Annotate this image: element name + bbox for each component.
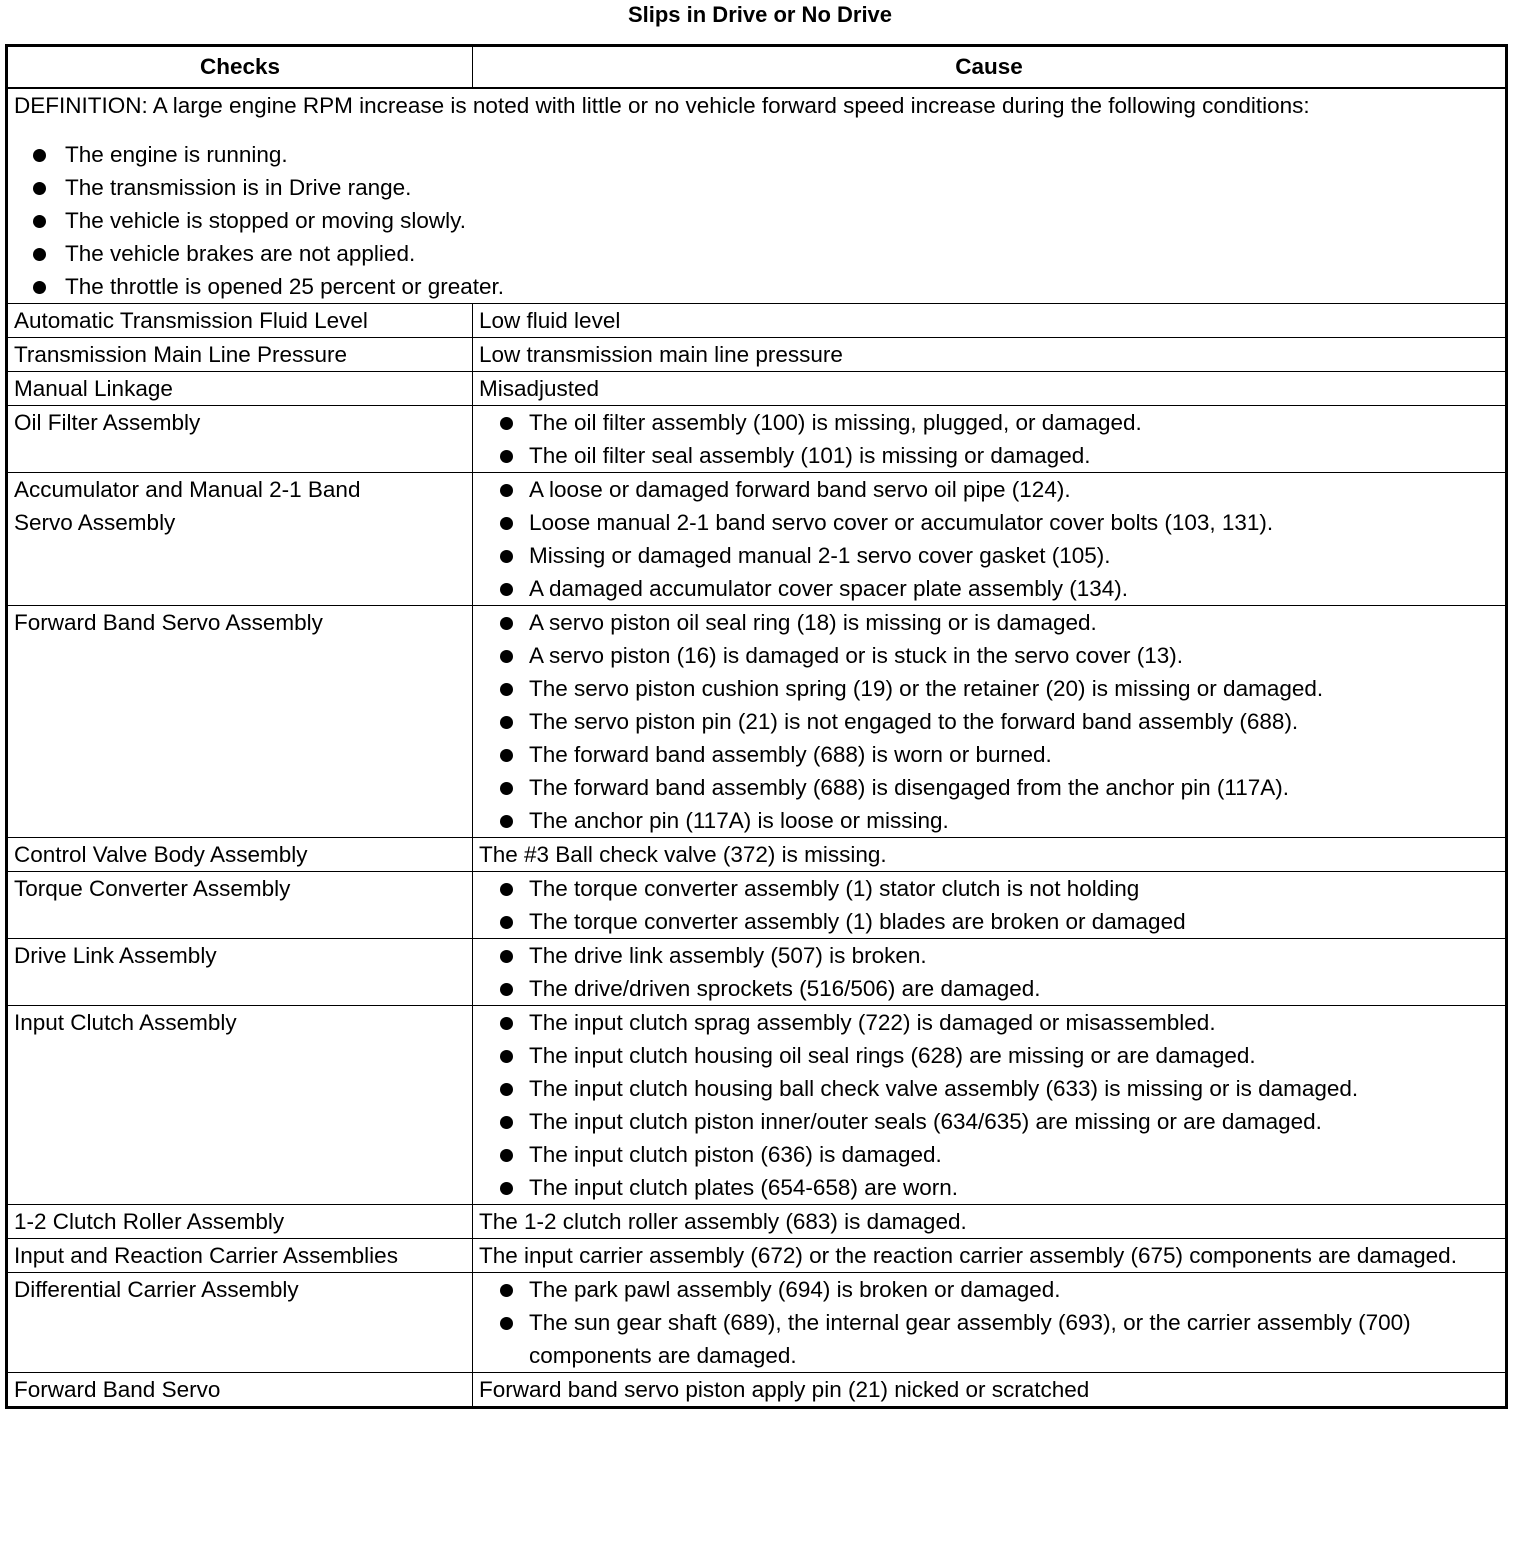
condition-item: The vehicle is stopped or moving slowly. [14, 204, 1499, 237]
cause-item: A damaged accumulator cover spacer plate assembly (134). [479, 572, 1499, 605]
table-row [7, 872, 1507, 939]
checks-column-header: Checks [7, 46, 473, 89]
cause-list [479, 1273, 1499, 1372]
cause-item: A servo piston oil seal ring (18) is missing or is damaged. [479, 606, 1499, 639]
diagnostic-table [5, 44, 1508, 1409]
condition-item: The engine is running. [14, 138, 1499, 171]
check-cell: Manual Linkage [7, 372, 473, 406]
cause-list [479, 606, 1499, 837]
table-row [7, 406, 1507, 473]
cause-item: The forward band assembly (688) is worn or burned. [479, 738, 1499, 771]
table-row [7, 1373, 1507, 1408]
cause-item: Loose manual 2-1 band servo cover or accumulator cover bolts (103, 131). [479, 506, 1499, 539]
check-cell: Forward Band Servo Assembly [7, 606, 473, 838]
cause-list [479, 939, 1499, 1005]
cause-item: The oil filter seal assembly (101) is missing or damaged. [479, 439, 1499, 472]
cause-item: The torque converter assembly (1) stator clutch is not holding [479, 872, 1499, 905]
check-cell: Transmission Main Line Pressure [7, 338, 473, 372]
cause-cell [473, 473, 1507, 606]
table-row [7, 372, 1507, 406]
check-cell: Differential Carrier Assembly [7, 1273, 473, 1373]
definition-conditions-list [14, 138, 1499, 303]
cause-cell: The input carrier assembly (672) or the reaction carrier assembly (675) components are damaged. [473, 1239, 1507, 1273]
table-row [7, 473, 1507, 606]
cause-cell [473, 1006, 1507, 1205]
cause-cell [473, 406, 1507, 473]
cause-cell: Low transmission main line pressure [473, 338, 1507, 372]
cause-item: A loose or damaged forward band servo oil pipe (124). [479, 473, 1499, 506]
check-cell: Input Clutch Assembly [7, 1006, 473, 1205]
check-cell: Control Valve Body Assembly [7, 838, 473, 872]
definition-text: DEFINITION: A large engine RPM increase is noted with little or no vehicle forward speed increase during the following conditions: [14, 93, 1310, 118]
condition-item: The throttle is opened 25 percent or greater. [14, 270, 1499, 303]
cause-item: The input clutch piston (636) is damaged. [479, 1138, 1499, 1171]
table-row [7, 1273, 1507, 1373]
cause-list [479, 406, 1499, 472]
cause-list [479, 1006, 1499, 1204]
cause-cell: Forward band servo piston apply pin (21) nicked or scratched [473, 1373, 1507, 1408]
cause-item: The forward band assembly (688) is disengaged from the anchor pin (117A). [479, 771, 1499, 804]
check-cell: Drive Link Assembly [7, 939, 473, 1006]
cause-item: The input clutch plates (654-658) are worn. [479, 1171, 1499, 1204]
cause-column-header: Cause [473, 46, 1507, 89]
cause-item: The input clutch piston inner/outer seals (634/635) are missing or are damaged. [479, 1105, 1499, 1138]
check-cell: Automatic Transmission Fluid Level [7, 304, 473, 338]
cause-item: The oil filter assembly (100) is missing, plugged, or damaged. [479, 406, 1499, 439]
table-row [7, 1239, 1507, 1273]
cause-item: The servo piston pin (21) is not engaged to the forward band assembly (688). [479, 705, 1499, 738]
table-row [7, 939, 1507, 1006]
cause-item: The drive link assembly (507) is broken. [479, 939, 1499, 972]
cause-item: The anchor pin (117A) is loose or missing. [479, 804, 1499, 837]
cause-item: The park pawl assembly (694) is broken or damaged. [479, 1273, 1499, 1306]
cause-list [479, 872, 1499, 938]
cause-item: The input clutch housing ball check valve assembly (633) is missing or is damaged. [479, 1072, 1499, 1105]
cause-item: The input clutch housing oil seal rings (628) are missing or are damaged. [479, 1039, 1499, 1072]
condition-item: The transmission is in Drive range. [14, 171, 1499, 204]
cause-cell: Low fluid level [473, 304, 1507, 338]
table-row [7, 1205, 1507, 1239]
check-cell: Forward Band Servo [7, 1373, 473, 1408]
cause-item: The drive/driven sprockets (516/506) are damaged. [479, 972, 1499, 1005]
definition-cell [7, 88, 1507, 304]
cause-cell: The 1-2 clutch roller assembly (683) is damaged. [473, 1205, 1507, 1239]
table-row [7, 606, 1507, 838]
header-row [7, 46, 1507, 89]
cause-list [479, 473, 1499, 605]
check-cell: Accumulator and Manual 2-1 Band Servo Assembly [7, 473, 473, 606]
table-row [7, 304, 1507, 338]
definition-row [7, 88, 1507, 304]
cause-cell [473, 606, 1507, 838]
check-cell: Torque Converter Assembly [7, 872, 473, 939]
cause-cell: The #3 Ball check valve (372) is missing. [473, 838, 1507, 872]
check-cell: Oil Filter Assembly [7, 406, 473, 473]
page-title: Slips in Drive or No Drive [627, 2, 893, 27]
table-row [7, 1006, 1507, 1205]
cause-cell: Misadjusted [473, 372, 1507, 406]
cause-item: The servo piston cushion spring (19) or the retainer (20) is missing or damaged. [479, 672, 1499, 705]
check-cell: Input and Reaction Carrier Assemblies [7, 1239, 473, 1273]
cause-cell [473, 872, 1507, 939]
check-cell: 1-2 Clutch Roller Assembly [7, 1205, 473, 1239]
cause-item: Missing or damaged manual 2-1 servo cover gasket (105). [479, 539, 1499, 572]
cause-item: The torque converter assembly (1) blades are broken or damaged [479, 905, 1499, 938]
cause-cell [473, 939, 1507, 1006]
table-row [7, 838, 1507, 872]
cause-item: A servo piston (16) is damaged or is stuck in the servo cover (13). [479, 639, 1499, 672]
cause-cell [473, 1273, 1507, 1373]
table-row [7, 338, 1507, 372]
condition-item: The vehicle brakes are not applied. [14, 237, 1499, 270]
cause-item: The sun gear shaft (689), the internal gear assembly (693), or the carrier assembly (700) components are damaged. [479, 1306, 1499, 1372]
cause-item: The input clutch sprag assembly (722) is damaged or misassembled. [479, 1006, 1499, 1039]
